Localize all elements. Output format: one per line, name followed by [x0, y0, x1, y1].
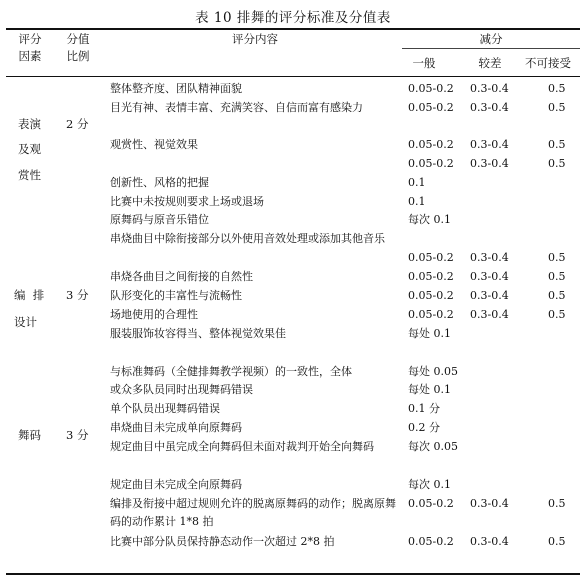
header-ratio-2: 比例	[66, 49, 90, 63]
row-general: 0.05-0.2	[408, 308, 454, 321]
row-general: 0.1	[408, 176, 426, 189]
row-content: 串烧各曲目之间衔接的自然性	[110, 270, 253, 283]
row-general: 每次 0.05	[408, 440, 458, 453]
row-poor: 0.3-0.4	[470, 308, 509, 321]
bottom-rule	[6, 573, 580, 575]
row-general: 0.05-0.2	[408, 270, 454, 283]
ratio-performance: 2 分	[66, 117, 89, 131]
row-unacceptable: 0.5	[548, 138, 566, 151]
header-ratio-1: 分值	[66, 32, 90, 46]
factor-choreography-2: 设计	[14, 315, 37, 329]
row-content: 场地使用的合理性	[110, 308, 198, 321]
row-content: 串烧曲目未完成单向原舞码	[110, 421, 242, 434]
header-factor-1: 评分	[18, 32, 42, 46]
row-content: 整体整齐度、团队精神面貌	[110, 82, 242, 95]
row-poor: 0.3-0.4	[470, 270, 509, 283]
row-unacceptable: 0.5	[548, 101, 566, 114]
row-unacceptable: 0.5	[548, 535, 566, 548]
header-bottom-rule	[6, 76, 580, 77]
row-general: 每次 0.1	[408, 213, 451, 226]
row-content: 编排及衔接中超过规则允许的脱离原舞码的动作；脱离原舞码的动作累计 1*8 拍	[110, 497, 396, 528]
row-general: 0.05-0.2	[408, 82, 454, 95]
row-general: 每处 0.05	[408, 365, 458, 378]
row-poor: 0.3-0.4	[470, 535, 509, 548]
row-unacceptable: 0.5	[548, 270, 566, 283]
row-general: 0.1 分	[408, 402, 440, 415]
table-title: 表 10 排舞的评分标准及分值表	[195, 10, 391, 26]
row-poor: 0.3-0.4	[470, 138, 509, 151]
row-content: 与标准舞码（全健排舞教学视频）的一致性，全体	[110, 365, 352, 378]
row-content: 规定曲目中虽完成全向舞码但未面对裁判开始全向舞码	[110, 440, 374, 453]
row-unacceptable: 0.5	[548, 289, 566, 302]
row-content: 比赛中部分队员保持静态动作一次超过 2*8 拍	[110, 535, 335, 548]
row-content: 观赏性、视觉效果	[110, 138, 198, 151]
row-general: 0.05-0.2	[408, 101, 454, 114]
header-content: 评分内容	[232, 32, 278, 46]
row-general: 0.05-0.2	[408, 535, 454, 548]
row-content: 单个队员出现舞码错误	[110, 402, 220, 415]
row-unacceptable: 0.5	[548, 497, 566, 510]
factor-performance-3: 赏性	[18, 168, 41, 182]
row-poor: 0.3-0.4	[470, 101, 509, 114]
header-poor: 较差	[478, 56, 502, 70]
header-unacceptable: 不可接受	[525, 56, 571, 70]
row-poor: 0.3-0.4	[470, 251, 509, 264]
header-deduction: 减分	[479, 32, 503, 46]
factor-performance-2: 及观	[18, 142, 41, 156]
row-general: 0.1	[408, 195, 426, 208]
row-general: 0.05-0.2	[408, 289, 454, 302]
row-general: 0.2 分	[408, 421, 440, 434]
row-general: 每处 0.1	[408, 383, 451, 396]
header-general: 一般	[412, 56, 436, 70]
row-poor: 0.3-0.4	[470, 289, 509, 302]
row-poor: 0.3-0.4	[470, 497, 509, 510]
row-content: 创新性、风格的把握	[110, 176, 209, 189]
row-poor: 0.3-0.4	[470, 157, 509, 170]
row-poor: 0.3-0.4	[470, 82, 509, 95]
row-content: 服装服饰妆容得当、整体视觉效果佳	[110, 327, 286, 340]
ratio-choreography: 3 分	[66, 288, 89, 302]
row-content: 目光有神、表情丰富、充满笑容、自信而富有感染力	[110, 101, 363, 114]
factor-dance-code: 舞码	[18, 428, 41, 442]
row-general: 0.05-0.2	[408, 251, 454, 264]
row-unacceptable: 0.5	[548, 157, 566, 170]
row-general: 0.05-0.2	[408, 497, 454, 510]
row-general: 每次 0.1	[408, 478, 451, 491]
row-general: 每处 0.1	[408, 327, 451, 340]
row-general: 0.05-0.2	[408, 138, 454, 151]
row-unacceptable: 0.5	[548, 251, 566, 264]
ratio-dance-code: 3 分	[66, 428, 89, 442]
header-factor-2: 因素	[18, 49, 42, 63]
row-content: 比赛中未按规则要求上场或退场	[110, 195, 264, 208]
row-content: 规定曲目未完成全向原舞码	[110, 478, 242, 491]
row-content: 原舞码与原音乐错位	[110, 213, 209, 226]
row-content: 或众多队员同时出现舞码错误	[110, 383, 253, 396]
deduction-subheader-rule	[402, 48, 580, 49]
factor-performance-1: 表演	[18, 117, 41, 131]
row-unacceptable: 0.5	[548, 308, 566, 321]
row-general: 0.05-0.2	[408, 157, 454, 170]
factor-choreography-1: 编 排	[14, 288, 45, 302]
top-rule	[6, 28, 580, 30]
row-content: 队形变化的丰富性与流畅性	[110, 289, 242, 302]
row-content: 串烧曲目中除衔接部分以外使用音效处理或添加其他音乐	[110, 232, 385, 245]
row-unacceptable: 0.5	[548, 82, 566, 95]
